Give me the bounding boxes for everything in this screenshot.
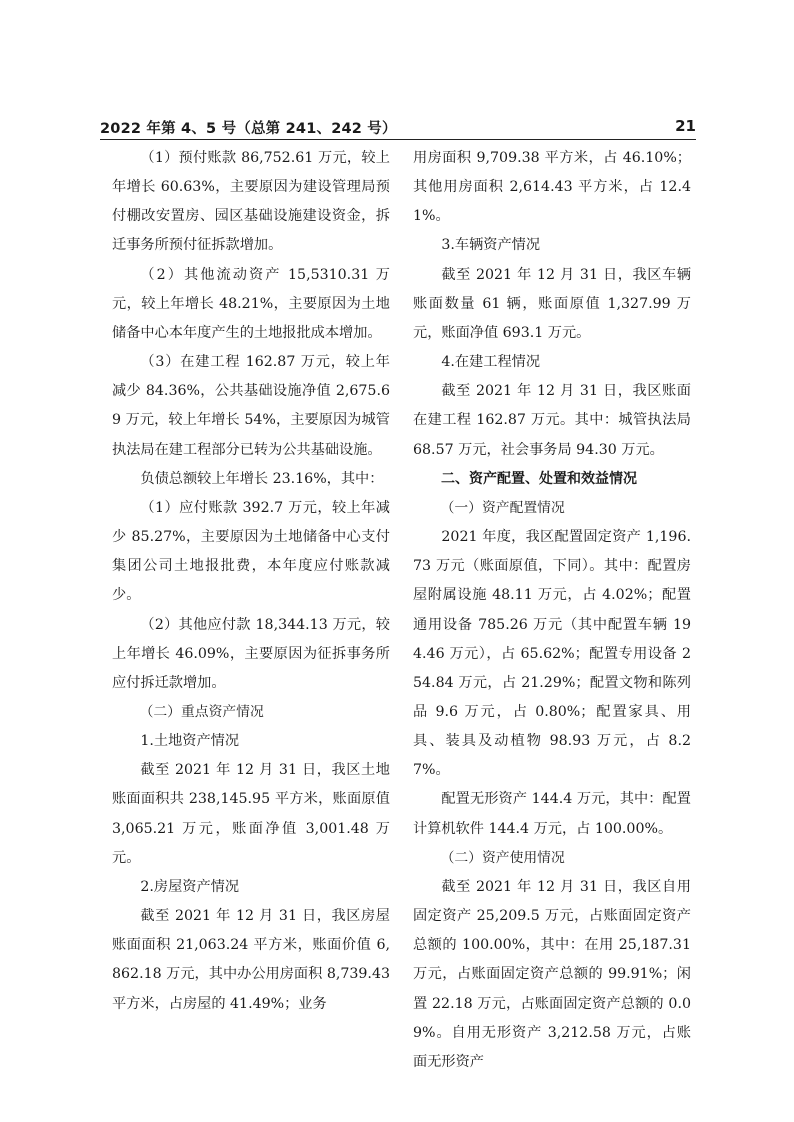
- heading-land-assets: 1.土地资产情况: [140, 733, 240, 750]
- page-header: [100, 117, 696, 140]
- paragraph-accounts-payable: （1）应付账款 392.7 万元，较上年减少 85.27%，主要原因为土地储备中心支付集团公司土地报批费，本年度应付账款减少。: [112, 499, 390, 604]
- page-number: 21: [675, 117, 696, 135]
- heading-asset-allocation: （一）资产配置情况: [440, 499, 565, 516]
- paragraph-liabilities-intro: 负债总额较上年增长 23.16%，其中：: [140, 470, 384, 487]
- paragraph-construction-projects: 截至 2021 年 12 月 31 日，我区账面在建工程 162.87 万元。其中：城管执法局 68.57 万元，社会事务局 94.30 万元。: [413, 383, 691, 458]
- paragraph-prepayments: （1）预付账款 86,752.61 万元，较上年增长 60.63%，主要原因为建设管理局预付棚改安置房、园区基础设施建设资金，拆迁事务所预付征拆款增加。: [112, 150, 390, 254]
- left-column: [112, 144, 390, 1019]
- paragraph-other-current-assets: （2）其他流动资产 15,5310.31 万元，较上年增长 48.21%，主要原因为土地储备中心本年度产生的土地报批成本增加。: [112, 266, 390, 341]
- paragraph-fixed-asset-allocation: 2021 年度，我区配置固定资产 1,196.73 万元（账面原值，下同）。其中：配置房屋附属设施 48.11 万元，占 4.02%；配置通用设备 785.26 万元（其中配置车辆 194.46 万元），占 65.62%；配置专用设备 254.84 万元，占 21.29%；配置文物和陈列品 9.6 万元，占 0.80%；配置家具、用具、装具及动植物 98.93 万元，占 8.27%。: [413, 529, 691, 779]
- heading-housing-assets: 2.房屋资产情况: [140, 878, 240, 895]
- paragraph-vehicle-assets: 截至 2021 年 12 月 31 日，我区车辆账面数量 61 辆，账面原值 1,327.99 万元，账面净值 693.1 万元。: [413, 266, 691, 341]
- paragraph-land-assets: 截至 2021 年 12 月 31 日，我区土地账面面积共 238,145.95 平方米，账面原值 3,065.21 万元，账面净值 3,001.48 万元。: [112, 762, 390, 866]
- paragraph-housing-continued: 用房面积 9,709.38 平方米，占 46.10%；其他用房面积 2,614.43 平方米，占 12.41%。: [413, 150, 691, 225]
- paragraph-other-payables: （2）其他应付款 18,344.13 万元，较上年增长 46.09%，主要原因为征拆事务所应付拆迁款增加。: [112, 616, 390, 691]
- heading-asset-usage: （二）资产使用情况: [440, 849, 565, 866]
- issue-label: 2022 年第 4、5 号（总第 241、242 号）: [100, 121, 397, 137]
- paragraph-intangible-allocation: 配置无形资产 144.4 万元，其中：配置计算机软件 144.4 万元，占 100.00%。: [413, 791, 691, 837]
- heading-construction-projects: 4.在建工程情况: [441, 354, 541, 371]
- heading-key-assets: （二）重点资产情况: [139, 703, 264, 720]
- right-column: [413, 144, 691, 1077]
- paragraph-construction-in-progress: （3）在建工程 162.87 万元，较上年减少 84.36%，公共基础设施净值 2,675.69 万元，较上年增长 54%，主要原因为城管执法局在建工程部分已转为公共基础设施。: [112, 354, 390, 458]
- paragraph-housing-assets: 截至 2021 年 12 月 31 日，我区房屋账面面积 21,063.24 平方米，账面价值 6,862.18 万元，其中办公用房面积 8,739.43 平方米，占房屋的 41.49%；业务: [112, 908, 390, 1012]
- paragraph-asset-usage: 截至 2021 年 12 月 31 日，我区自用固定资产 25,209.5 万元，占账面固定资产总额的 100.00%，其中：在用 25,187.31 万元，占账面固定资产总额的 99.91%；闲置 22.18 万元，占账面固定资产总额的 0.09%。自用无形资产 3,212.58 万元，占账面无形资产: [413, 878, 691, 1070]
- heading-vehicle-assets: 3.车辆资产情况: [441, 237, 541, 254]
- heading-asset-allocation-disposal: 二、资产配置、处置和效益情况: [441, 470, 637, 487]
